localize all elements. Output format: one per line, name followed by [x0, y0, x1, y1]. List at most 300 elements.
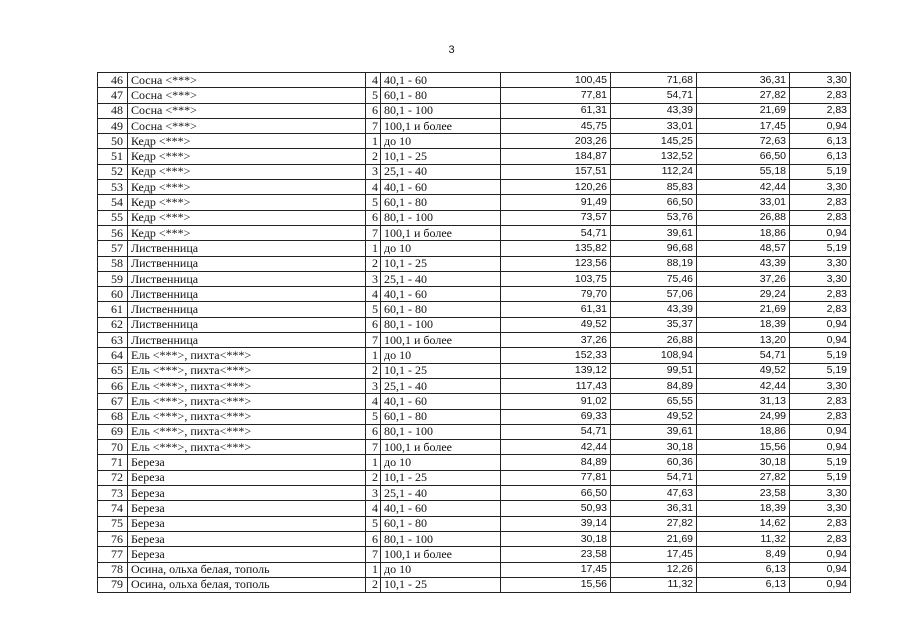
page-number: 3: [448, 44, 455, 56]
value-col-2: 33,01: [611, 118, 697, 133]
size-class: 4: [366, 180, 381, 195]
size-class: 3: [366, 164, 381, 179]
value-col-3: 15,56: [697, 440, 790, 455]
diameter-range: 60,1 - 80: [381, 302, 501, 317]
diameter-range: до 10: [381, 455, 501, 470]
table-row: [98, 256, 851, 271]
value-col-2: 54,71: [611, 88, 697, 103]
table-row: [98, 378, 851, 393]
species-name: Кедр <***>: [128, 164, 366, 179]
species-name: Ель <***>, пихта<***>: [128, 409, 366, 424]
value-col-1: 54,71: [501, 225, 611, 240]
value-col-1: 42,44: [501, 440, 611, 455]
value-col-1: 120,26: [501, 180, 611, 195]
value-col-2: 12,26: [611, 562, 697, 577]
diameter-range: 60,1 - 80: [381, 516, 501, 531]
value-col-4: 2,83: [790, 302, 851, 317]
table-row: [98, 180, 851, 195]
value-col-3: 54,71: [697, 348, 790, 363]
value-col-4: 2,83: [790, 531, 851, 546]
value-col-3: 11,32: [697, 531, 790, 546]
value-col-3: 24,99: [697, 409, 790, 424]
value-col-3: 42,44: [697, 180, 790, 195]
diameter-range: 100,1 и более: [381, 118, 501, 133]
table-row: [98, 501, 851, 516]
value-col-4: 2,83: [790, 210, 851, 225]
table-row: [98, 516, 851, 531]
row-number: 54: [98, 195, 128, 210]
value-col-1: 77,81: [501, 88, 611, 103]
size-class: 1: [366, 455, 381, 470]
size-class: 5: [366, 516, 381, 531]
value-col-4: 0,94: [790, 333, 851, 348]
value-col-4: 5,19: [790, 241, 851, 256]
value-col-1: 139,12: [501, 363, 611, 378]
value-col-1: 15,56: [501, 577, 611, 592]
value-col-4: 3,30: [790, 180, 851, 195]
value-col-3: 42,44: [697, 378, 790, 393]
diameter-range: 80,1 - 100: [381, 317, 501, 332]
value-col-4: 0,94: [790, 440, 851, 455]
size-class: 7: [366, 440, 381, 455]
size-class: 3: [366, 378, 381, 393]
row-number: 56: [98, 225, 128, 240]
value-col-3: 48,57: [697, 241, 790, 256]
row-number: 78: [98, 562, 128, 577]
species-name: Береза: [128, 531, 366, 546]
diameter-range: 80,1 - 100: [381, 531, 501, 546]
value-col-2: 108,94: [611, 348, 697, 363]
row-number: 61: [98, 302, 128, 317]
size-class: 6: [366, 210, 381, 225]
value-col-2: 57,06: [611, 287, 697, 302]
row-number: 72: [98, 470, 128, 485]
diameter-range: 10,1 - 25: [381, 256, 501, 271]
value-col-3: 30,18: [697, 455, 790, 470]
value-col-2: 26,88: [611, 333, 697, 348]
diameter-range: 60,1 - 80: [381, 409, 501, 424]
value-col-4: 3,30: [790, 271, 851, 286]
row-number: 75: [98, 516, 128, 531]
row-number: 52: [98, 164, 128, 179]
diameter-range: 60,1 - 80: [381, 195, 501, 210]
species-name: Ель <***>, пихта<***>: [128, 424, 366, 439]
table-row: [98, 88, 851, 103]
value-col-1: 54,71: [501, 424, 611, 439]
table-row: [98, 531, 851, 546]
diameter-range: 40,1 - 60: [381, 501, 501, 516]
value-col-2: 17,45: [611, 547, 697, 562]
value-col-2: 47,63: [611, 486, 697, 501]
diameter-range: 25,1 - 40: [381, 271, 501, 286]
size-class: 4: [366, 394, 381, 409]
value-col-2: 60,36: [611, 455, 697, 470]
value-col-3: 31,13: [697, 394, 790, 409]
value-col-3: 55,18: [697, 164, 790, 179]
species-name: Ель <***>, пихта<***>: [128, 394, 366, 409]
species-name: Кедр <***>: [128, 210, 366, 225]
species-name: Ель <***>, пихта<***>: [128, 348, 366, 363]
table-row: [98, 164, 851, 179]
value-col-2: 39,61: [611, 225, 697, 240]
row-number: 49: [98, 118, 128, 133]
row-number: 68: [98, 409, 128, 424]
value-col-1: 77,81: [501, 470, 611, 485]
row-number: 67: [98, 394, 128, 409]
table-row: [98, 302, 851, 317]
row-number: 71: [98, 455, 128, 470]
diameter-range: 40,1 - 60: [381, 287, 501, 302]
table-row: [98, 470, 851, 485]
value-col-4: 0,94: [790, 562, 851, 577]
size-class: 1: [366, 241, 381, 256]
value-col-2: 65,55: [611, 394, 697, 409]
size-class: 7: [366, 547, 381, 562]
value-col-4: 2,83: [790, 88, 851, 103]
value-col-4: 5,19: [790, 470, 851, 485]
value-col-4: 5,19: [790, 455, 851, 470]
value-col-1: 152,33: [501, 348, 611, 363]
size-class: 4: [366, 287, 381, 302]
value-col-3: 26,88: [697, 210, 790, 225]
size-class: 6: [366, 424, 381, 439]
size-class: 4: [366, 501, 381, 516]
value-col-3: 14,62: [697, 516, 790, 531]
value-col-4: 5,19: [790, 363, 851, 378]
table-row: [98, 562, 851, 577]
table-row: [98, 118, 851, 133]
value-col-2: 43,39: [611, 302, 697, 317]
value-col-3: 6,13: [697, 577, 790, 592]
species-name: Кедр <***>: [128, 180, 366, 195]
value-col-3: 18,39: [697, 501, 790, 516]
value-col-3: 23,58: [697, 486, 790, 501]
size-class: 5: [366, 302, 381, 317]
value-col-2: 66,50: [611, 195, 697, 210]
species-name: Береза: [128, 455, 366, 470]
species-name: Ель <***>, пихта<***>: [128, 378, 366, 393]
species-name: Береза: [128, 470, 366, 485]
value-col-4: 5,19: [790, 348, 851, 363]
value-col-2: 145,25: [611, 134, 697, 149]
value-col-2: 35,37: [611, 317, 697, 332]
table-row: [98, 149, 851, 164]
value-col-4: 0,94: [790, 577, 851, 592]
value-col-4: 2,83: [790, 516, 851, 531]
value-col-2: 43,39: [611, 103, 697, 118]
value-col-1: 91,02: [501, 394, 611, 409]
value-col-2: 85,83: [611, 180, 697, 195]
value-col-1: 203,26: [501, 134, 611, 149]
species-name: Сосна <***>: [128, 73, 366, 88]
value-col-1: 100,45: [501, 73, 611, 88]
diameter-range: 80,1 - 100: [381, 210, 501, 225]
table-row: [98, 271, 851, 286]
value-col-3: 36,31: [697, 73, 790, 88]
table-row: [98, 287, 851, 302]
table-row: [98, 440, 851, 455]
value-col-1: 84,89: [501, 455, 611, 470]
value-col-2: 36,31: [611, 501, 697, 516]
value-col-2: 96,68: [611, 241, 697, 256]
row-number: 73: [98, 486, 128, 501]
row-number: 51: [98, 149, 128, 164]
diameter-range: 10,1 - 25: [381, 470, 501, 485]
value-col-1: 61,31: [501, 103, 611, 118]
value-col-2: 75,46: [611, 271, 697, 286]
table-row: [98, 424, 851, 439]
table-row: [98, 317, 851, 332]
diameter-range: 100,1 и более: [381, 225, 501, 240]
value-col-1: 66,50: [501, 486, 611, 501]
row-number: 58: [98, 256, 128, 271]
diameter-range: 40,1 - 60: [381, 394, 501, 409]
row-number: 59: [98, 271, 128, 286]
species-name: Осина, ольха белая, тополь: [128, 562, 366, 577]
row-number: 70: [98, 440, 128, 455]
diameter-range: до 10: [381, 134, 501, 149]
table-row: [98, 241, 851, 256]
value-col-1: 79,70: [501, 287, 611, 302]
value-col-3: 8,49: [697, 547, 790, 562]
value-col-3: 37,26: [697, 271, 790, 286]
value-col-3: 49,52: [697, 363, 790, 378]
value-col-4: 5,19: [790, 164, 851, 179]
value-col-4: 0,94: [790, 118, 851, 133]
diameter-range: 10,1 - 25: [381, 577, 501, 592]
species-name: Лиственница: [128, 287, 366, 302]
value-col-2: 84,89: [611, 378, 697, 393]
value-col-1: 30,18: [501, 531, 611, 546]
value-col-4: 2,83: [790, 409, 851, 424]
value-col-4: 3,30: [790, 256, 851, 271]
value-col-1: 49,52: [501, 317, 611, 332]
row-number: 69: [98, 424, 128, 439]
value-col-2: 99,51: [611, 363, 697, 378]
value-col-2: 49,52: [611, 409, 697, 424]
species-name: Сосна <***>: [128, 118, 366, 133]
value-col-4: 6,13: [790, 134, 851, 149]
diameter-range: 100,1 и более: [381, 547, 501, 562]
species-name: Береза: [128, 547, 366, 562]
value-col-2: 132,52: [611, 149, 697, 164]
size-class: 1: [366, 562, 381, 577]
diameter-range: 10,1 - 25: [381, 363, 501, 378]
value-col-2: 39,61: [611, 424, 697, 439]
row-number: 53: [98, 180, 128, 195]
diameter-range: 60,1 - 80: [381, 88, 501, 103]
size-class: 2: [366, 256, 381, 271]
species-name: Лиственница: [128, 241, 366, 256]
row-number: 63: [98, 333, 128, 348]
row-number: 64: [98, 348, 128, 363]
value-col-1: 61,31: [501, 302, 611, 317]
value-col-1: 45,75: [501, 118, 611, 133]
value-col-3: 43,39: [697, 256, 790, 271]
species-name: Сосна <***>: [128, 103, 366, 118]
value-col-4: 3,30: [790, 501, 851, 516]
size-class: 3: [366, 486, 381, 501]
value-col-3: 18,39: [697, 317, 790, 332]
value-col-2: 88,19: [611, 256, 697, 271]
species-name: Ель <***>, пихта<***>: [128, 363, 366, 378]
species-name: Береза: [128, 486, 366, 501]
value-col-2: 71,68: [611, 73, 697, 88]
value-col-3: 21,69: [697, 103, 790, 118]
size-class: 7: [366, 118, 381, 133]
table-row: [98, 134, 851, 149]
size-class: 1: [366, 348, 381, 363]
table-row: [98, 486, 851, 501]
size-class: 6: [366, 531, 381, 546]
diameter-range: до 10: [381, 241, 501, 256]
size-class: 3: [366, 271, 381, 286]
species-name: Осина, ольха белая, тополь: [128, 577, 366, 592]
species-name: Береза: [128, 501, 366, 516]
value-col-1: 37,26: [501, 333, 611, 348]
size-class: 2: [366, 577, 381, 592]
table-row: [98, 73, 851, 88]
row-number: 47: [98, 88, 128, 103]
diameter-range: до 10: [381, 562, 501, 577]
table-row: [98, 577, 851, 592]
value-col-3: 29,24: [697, 287, 790, 302]
value-col-1: 103,75: [501, 271, 611, 286]
value-col-4: 2,83: [790, 394, 851, 409]
row-number: 60: [98, 287, 128, 302]
value-col-3: 27,82: [697, 470, 790, 485]
value-col-3: 33,01: [697, 195, 790, 210]
value-col-1: 50,93: [501, 501, 611, 516]
diameter-range: 25,1 - 40: [381, 378, 501, 393]
size-class: 5: [366, 88, 381, 103]
value-col-1: 184,87: [501, 149, 611, 164]
row-number: 77: [98, 547, 128, 562]
value-col-4: 3,30: [790, 486, 851, 501]
value-col-4: 3,30: [790, 73, 851, 88]
table-row: [98, 363, 851, 378]
diameter-range: 100,1 и более: [381, 440, 501, 455]
diameter-range: 100,1 и более: [381, 333, 501, 348]
value-col-2: 112,24: [611, 164, 697, 179]
value-col-1: 157,51: [501, 164, 611, 179]
row-number: 55: [98, 210, 128, 225]
diameter-range: до 10: [381, 348, 501, 363]
value-col-3: 72,63: [697, 134, 790, 149]
size-class: 7: [366, 225, 381, 240]
table-row: [98, 455, 851, 470]
value-col-3: 13,20: [697, 333, 790, 348]
size-class: 2: [366, 363, 381, 378]
value-col-4: 0,94: [790, 225, 851, 240]
table-row: [98, 333, 851, 348]
diameter-range: 40,1 - 60: [381, 180, 501, 195]
value-col-2: 30,18: [611, 440, 697, 455]
value-col-2: 27,82: [611, 516, 697, 531]
diameter-range: 25,1 - 40: [381, 486, 501, 501]
value-col-1: 23,58: [501, 547, 611, 562]
table-row: [98, 547, 851, 562]
value-col-4: 0,94: [790, 424, 851, 439]
species-name: Лиственница: [128, 302, 366, 317]
diameter-range: 10,1 - 25: [381, 149, 501, 164]
table-row: [98, 195, 851, 210]
value-col-1: 39,14: [501, 516, 611, 531]
size-class: 2: [366, 470, 381, 485]
value-col-1: 117,43: [501, 378, 611, 393]
diameter-range: 25,1 - 40: [381, 164, 501, 179]
value-col-1: 91,49: [501, 195, 611, 210]
diameter-range: 40,1 - 60: [381, 73, 501, 88]
row-number: 65: [98, 363, 128, 378]
table-row: [98, 225, 851, 240]
value-col-1: 69,33: [501, 409, 611, 424]
species-name: Кедр <***>: [128, 195, 366, 210]
rates-table: [97, 72, 851, 593]
row-number: 48: [98, 103, 128, 118]
species-name: Лиственница: [128, 333, 366, 348]
row-number: 46: [98, 73, 128, 88]
value-col-2: 53,76: [611, 210, 697, 225]
value-col-3: 17,45: [697, 118, 790, 133]
size-class: 6: [366, 103, 381, 118]
table-row: [98, 394, 851, 409]
row-number: 79: [98, 577, 128, 592]
species-name: Сосна <***>: [128, 88, 366, 103]
row-number: 74: [98, 501, 128, 516]
value-col-1: 73,57: [501, 210, 611, 225]
value-col-2: 21,69: [611, 531, 697, 546]
size-class: 5: [366, 195, 381, 210]
species-name: Лиственница: [128, 317, 366, 332]
value-col-3: 21,69: [697, 302, 790, 317]
table-row: [98, 103, 851, 118]
value-col-4: 2,83: [790, 287, 851, 302]
size-class: 2: [366, 149, 381, 164]
value-col-3: 18,86: [697, 424, 790, 439]
value-col-4: 6,13: [790, 149, 851, 164]
row-number: 76: [98, 531, 128, 546]
table-row: [98, 210, 851, 225]
table-row: [98, 409, 851, 424]
diameter-range: 80,1 - 100: [381, 424, 501, 439]
size-class: 6: [366, 317, 381, 332]
value-col-1: 135,82: [501, 241, 611, 256]
row-number: 50: [98, 134, 128, 149]
value-col-3: 66,50: [697, 149, 790, 164]
value-col-4: 3,30: [790, 378, 851, 393]
species-name: Лиственница: [128, 256, 366, 271]
species-name: Кедр <***>: [128, 134, 366, 149]
value-col-1: 17,45: [501, 562, 611, 577]
species-name: Ель <***>, пихта<***>: [128, 440, 366, 455]
table-row: [98, 348, 851, 363]
row-number: 62: [98, 317, 128, 332]
value-col-3: 6,13: [697, 562, 790, 577]
species-name: Кедр <***>: [128, 225, 366, 240]
value-col-4: 2,83: [790, 195, 851, 210]
size-class: 5: [366, 409, 381, 424]
size-class: 1: [366, 134, 381, 149]
row-number: 66: [98, 378, 128, 393]
species-name: Лиственница: [128, 271, 366, 286]
value-col-3: 27,82: [697, 88, 790, 103]
value-col-2: 11,32: [611, 577, 697, 592]
row-number: 57: [98, 241, 128, 256]
species-name: Береза: [128, 516, 366, 531]
value-col-3: 18,86: [697, 225, 790, 240]
species-name: Кедр <***>: [128, 149, 366, 164]
